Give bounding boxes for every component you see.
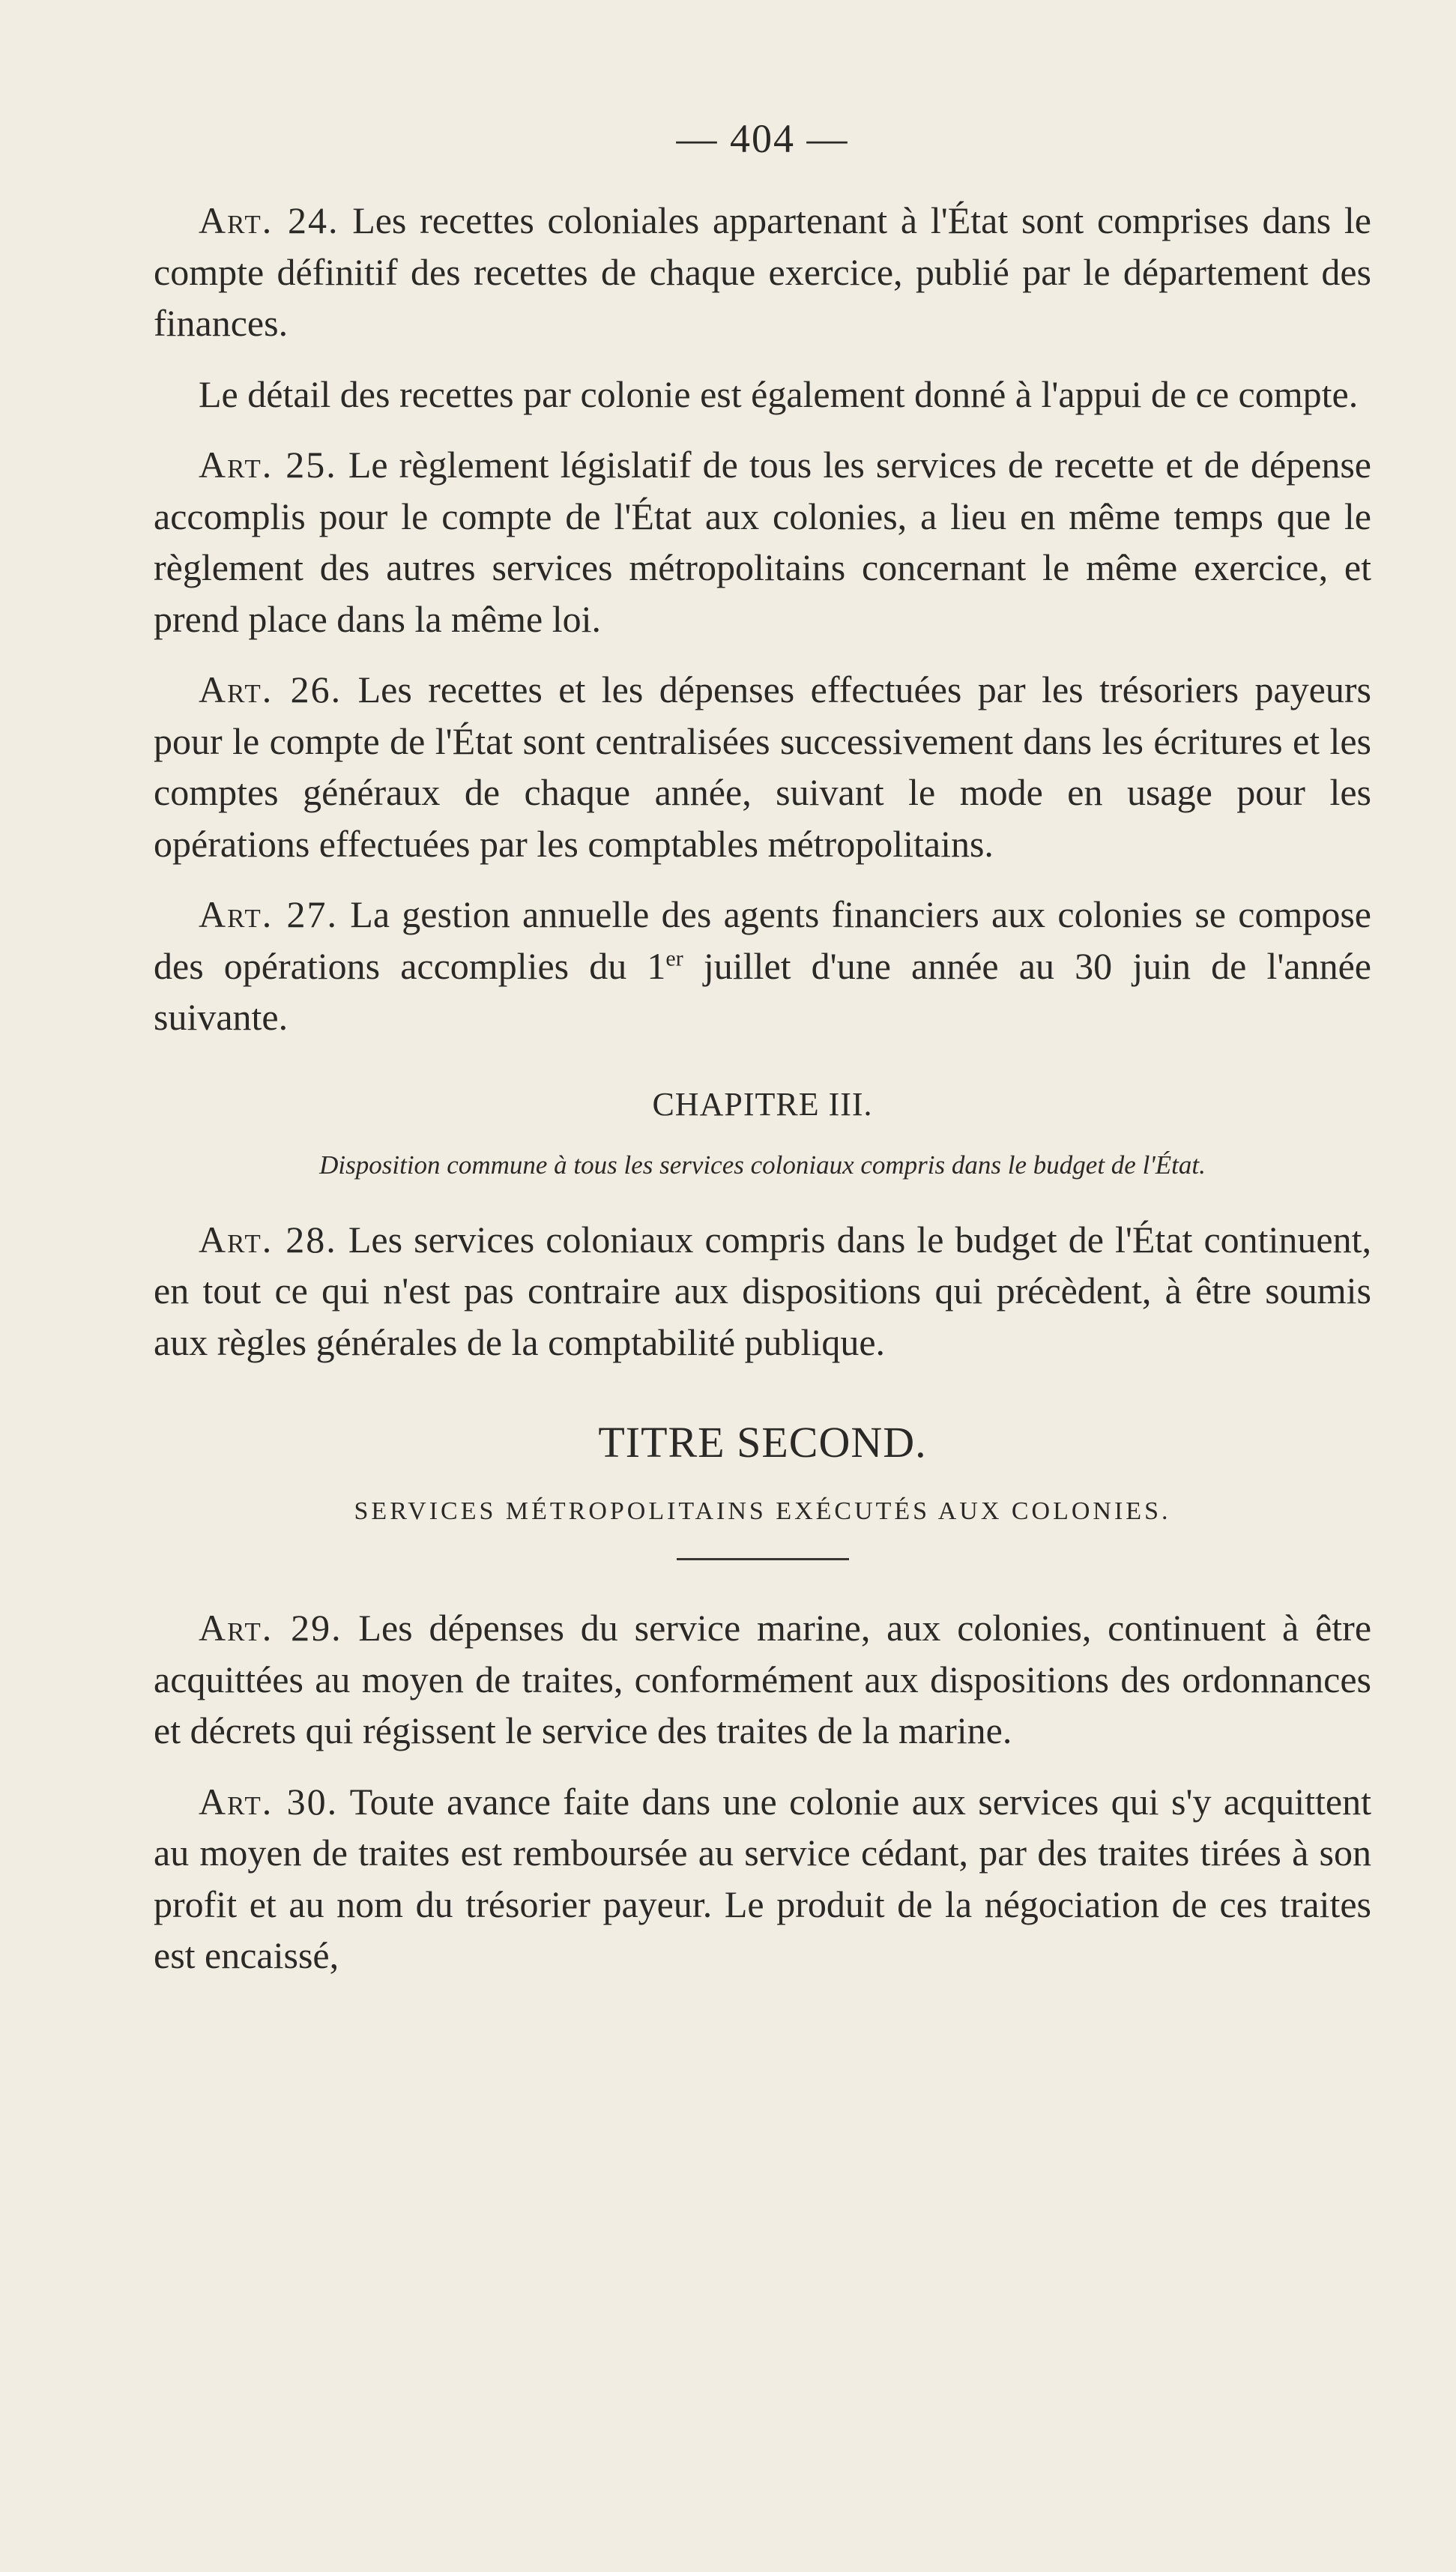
articles-bottom	[154, 1602, 1371, 1981]
article-26	[154, 664, 1371, 869]
article-label: Art. 30.	[199, 1780, 339, 1823]
article-label: Art. 25.	[199, 444, 337, 486]
article-24-continuation	[154, 369, 1371, 420]
document-page	[154, 112, 1371, 2001]
chapter-subtitle: Disposition commune à tous les services coloniaux compris dans le budget de l'État.	[319, 1150, 1206, 1180]
article-27	[154, 889, 1371, 1043]
ordinal-superscript: er	[665, 945, 683, 970]
divider-rule	[677, 1558, 849, 1560]
article-25	[154, 439, 1371, 644]
chapter-title: CHAPITRE III.	[652, 1085, 873, 1123]
article-text: Les recettes coloniales appartenant à l'État sont comprises dans le compte définitif des recettes de chaque exercice, publié par le département des finances.	[154, 199, 1371, 344]
article-text: juillet d'une année au 30 juin de l'année suivante.	[154, 944, 1371, 1038]
article-text: Les dépenses du service marine, aux colonies, continuent à être acquittées au moyen de traites, conformément aux dispositions des ordonnances et décrets qui régissent le service des traites de la marine.	[154, 1607, 1372, 1751]
article-text: Les services coloniaux compris dans le budget de l'État continuent, en tout ce qui n'est pas contraire aux dispositions qui précèdent, à être soumis aux règles générales de la comptabilité publique.	[154, 1218, 1372, 1363]
articles-top	[154, 195, 1371, 1043]
article-text: Le règlement législatif de tous les services de recette et de dépense accomplis pour le compte de l'État aux colonies, a lieu en même temps que le règlement des autres services métropolitains concernant le même exercice, et prend place dans la même loi.	[154, 444, 1371, 640]
article-label: Art. 28.	[199, 1218, 337, 1261]
section-subtitle: SERVICES MÉTROPOLITAINS EXÉCUTÉS AUX COLONIES.	[354, 1497, 1171, 1525]
article-label: Art. 26.	[199, 668, 342, 710]
article-text: Le détail des recettes par colonie est également donné à l'appui de ce compte.	[199, 372, 1359, 415]
article-29	[154, 1602, 1371, 1757]
article-label: Art. 27.	[199, 893, 339, 935]
article-label: Art. 29.	[199, 1607, 342, 1649]
article-text: Les recettes et les dépenses effectuées par les trésoriers payeurs pour le compte de l'État sont centralisées successivement dans les écritures et les comptes généraux de chaque année, suivant le mode en usage pour les opérations effectuées par les comptables métropolitains.	[154, 668, 1371, 865]
article-text: Toute avance faite dans une colonie aux services qui s'y acquittent au moyen de traites est remboursée au service cédant, par des traites tirées à son profit et au nom du trésorier payeur. Le produit de la négociation de ces traites est encaissé,	[154, 1780, 1371, 1976]
article-28	[154, 1214, 1371, 1368]
page-number: — 404 —	[676, 116, 849, 161]
articles-chapter	[154, 1214, 1371, 1368]
article-label: Art. 24.	[199, 199, 339, 241]
article-30	[154, 1776, 1371, 1981]
article-24	[154, 195, 1371, 349]
article-text: La gestion annuelle des agents financiers aux colonies se compose des opérations accomplies du 1	[154, 893, 1371, 987]
section-title: TITRE SECOND.	[598, 1418, 927, 1467]
